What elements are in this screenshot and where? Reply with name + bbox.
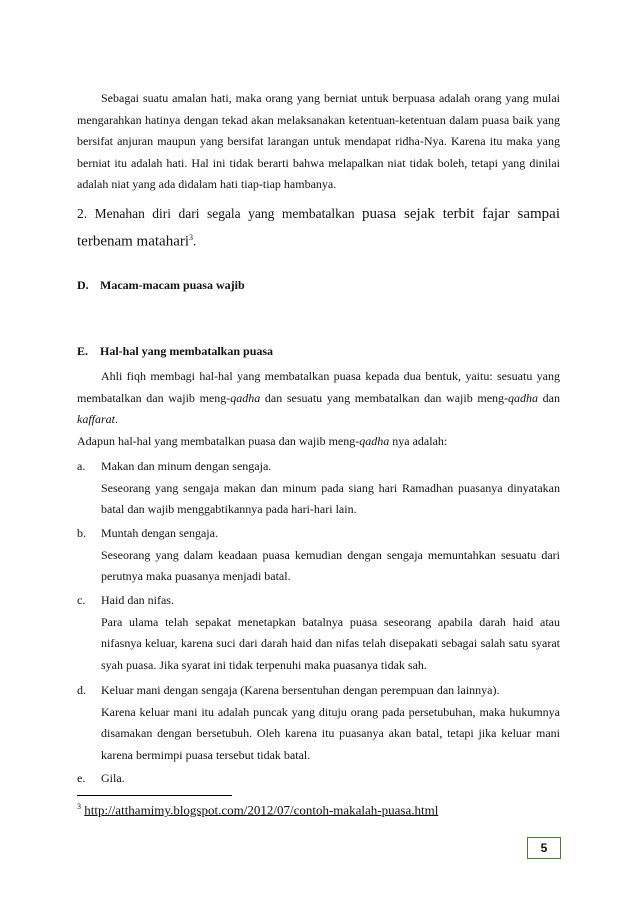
section-e-intro-a: Ahli fiqh membagi hal-hal yang membatalkan puasa kepada dua bentuk, yaitu: sesuatu yang membatalkan dan wajib meng- — [77, 369, 560, 405]
list-item-title: Makan dan minum dengan sengaja. — [101, 459, 272, 473]
section-d-label: D. — [77, 278, 89, 292]
list-marker: c. — [77, 593, 86, 607]
list-item-body: Para ulama telah sepakat menetapkan batalnya puasa seseorang apabila darah haid atau nifasnya keluar, karena suci dari darah haid dan nifas telah disepakati sebagai salah satu syarat syah puasa. Jika syarat ini tidak terpenuhi maka puasanya tidak sah. — [101, 614, 560, 672]
kaffarat-term: kaffarat — [77, 412, 115, 426]
list-marker: b. — [77, 526, 86, 540]
footnote-marker: 3 — [77, 802, 81, 811]
intro-paragraph: Sebagai suatu amalan hati, maka orang yang berniat untuk berpuasa adalah orang yang mulai mengarahkan hatinya dengan tekad akan melaksanakan ketentuan-ketentuan dalam puasa baik yang bersifat anjuran maupun yang bersifat larangan untuk mendapat ridha-Nya. Karena itu maka yang berniat itu adalah hati. Hal ini tidak berarti bahwa melapalkan niat tidak boleh, tetapi yang dinilai adalah niat yang ada didalam hati tiap-tiap hambanya. — [77, 91, 560, 191]
list-marker: e. — [77, 771, 86, 785]
footnote — [77, 802, 438, 818]
list-marker: d. — [77, 683, 86, 697]
list-intro-a: Adapun hal-hal yang membatalkan puasa dan wajib meng- — [77, 434, 360, 448]
list-intro-b: nya adalah: — [389, 434, 448, 448]
footnote-link[interactable]: http://atthamimy.blogspot.com/2012/07/contoh-makalah-puasa.html — [84, 802, 439, 818]
list-item-body: Seseorang yang sengaja makan dan minum pada siang hari Ramadhan puasanya dinyatakan batal dan wajib menggabtikannya pada hari-hari lain. — [101, 480, 560, 516]
qadha-term: qadha — [359, 434, 390, 448]
point-2-text-a: 2. Menahan diri dari segala yang membatalkan — [77, 206, 355, 221]
point-2-paragraph — [77, 202, 560, 254]
list-item-body: Karena keluar mani itu adalah puncak yang dituju orang pada persetubuhan, maka hukumnya disamakan dengan bersetubuh. Oleh karena itu puasanya akan batal, tetapi jika keluar mani karena bermimpi puasa tersebut tidak batal. — [101, 704, 560, 762]
section-e-label: E. — [77, 344, 89, 358]
point-2-text-b: puasa sejak terbit fajar sampai terbenam matahari — [77, 206, 560, 250]
section-e-title: Hal-hal yang membatalkan puasa — [100, 344, 274, 358]
section-d-title: Macam-macam puasa wajib — [100, 278, 245, 292]
footnote-divider — [77, 795, 232, 796]
footnote-ref: 3 — [189, 233, 194, 242]
list-item-body: Seseorang yang dalam keadaan puasa kemudian dengan sengaja memuntahkan sesuatu dari perutnya maka puasanya menjadi batal. — [101, 547, 560, 583]
list-item-title: Keluar mani dengan sengaja (Karena bersentuhan dengan perempuan dan lainnya). — [101, 683, 500, 697]
list-intro — [77, 431, 560, 453]
qadha-term: qadha — [230, 390, 261, 405]
list-item-title: Muntah dengan sengaja. — [101, 526, 218, 540]
page-number: 5 — [527, 837, 561, 859]
section-e-intro-b: dan sesuatu yang membatalkan dan wajib meng- — [260, 390, 509, 405]
list-marker: a. — [77, 459, 86, 473]
list-item-title: Haid dan nifas. — [101, 593, 174, 607]
qadha-term: qadha — [508, 390, 539, 405]
section-e-heading — [77, 344, 273, 359]
section-d-heading — [77, 278, 245, 293]
list-item-title: Gila. — [101, 771, 125, 785]
section-e-intro-d: . — [115, 412, 118, 426]
section-e-intro-c: dan — [538, 390, 561, 405]
section-e-intro — [77, 366, 560, 431]
point-2-end: . — [193, 233, 197, 249]
